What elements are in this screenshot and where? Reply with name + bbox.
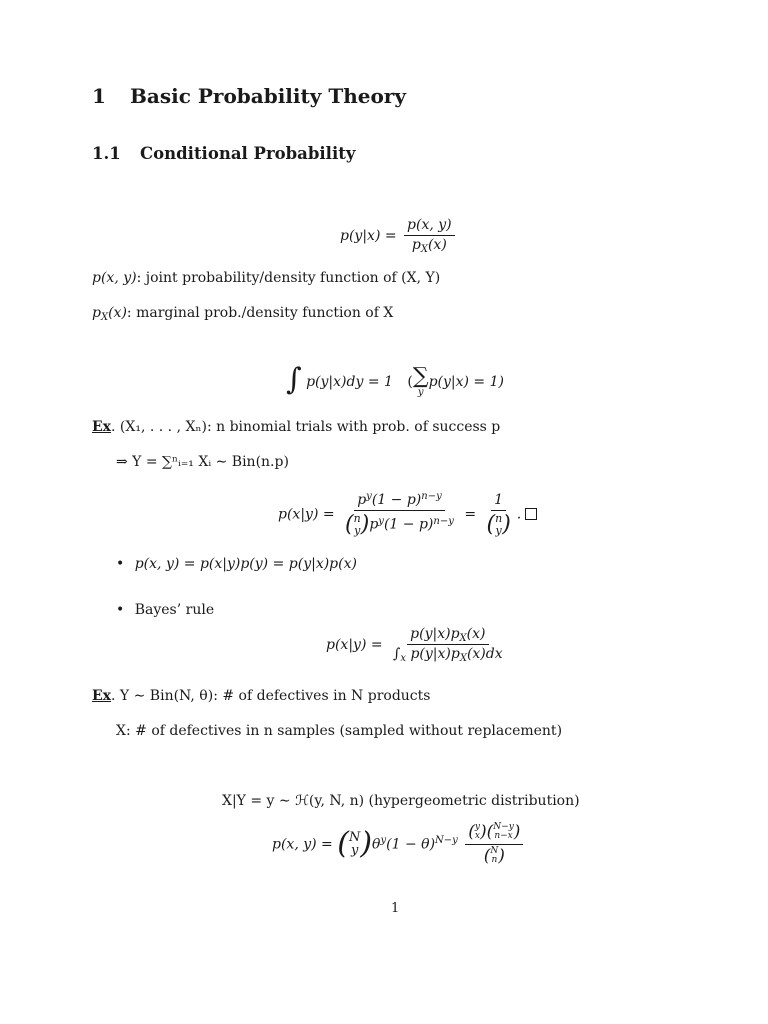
eq6-num-binom-1: ( y x ) bbox=[468, 821, 487, 842]
bullet-dot-icon: • bbox=[116, 602, 125, 618]
def-marginal-sub: X bbox=[100, 312, 109, 323]
eq4-den-int-sub: x bbox=[400, 653, 406, 665]
eq1-denominator bbox=[409, 236, 450, 256]
eq3-end: . bbox=[516, 506, 522, 523]
eq1-den-tail: (x) bbox=[427, 237, 447, 254]
eq6-nb1-top: y bbox=[474, 822, 480, 832]
eq6-nb2-bot: n−x bbox=[494, 831, 513, 842]
equation-joint-pmf bbox=[272, 823, 526, 866]
eq6-db-top: N bbox=[490, 845, 499, 856]
eq3-fraction-2 bbox=[484, 493, 514, 536]
eq3-den-binom-top: n bbox=[353, 512, 361, 526]
eq4-num-sub: X bbox=[459, 633, 467, 644]
subsection-number: 1.1 bbox=[92, 144, 121, 163]
eq6-numerator bbox=[465, 823, 523, 845]
ex2-line2 bbox=[116, 723, 562, 739]
eq3-den-a-sup: y bbox=[378, 515, 384, 527]
eq2-sum-body: p(y|x) = 1) bbox=[428, 374, 504, 390]
eq6-theta: θ bbox=[372, 836, 381, 853]
eq1-den-p: p bbox=[411, 237, 421, 254]
sum-sign: ∑ y bbox=[412, 364, 429, 398]
eq6-binom-1: ( N y ) bbox=[337, 826, 373, 862]
eq3-num-a-sup: y bbox=[366, 491, 372, 502]
equation-normalization bbox=[286, 362, 504, 398]
bullet-dot-icon: • bbox=[116, 556, 125, 572]
eq5-text: X|Y = y ∼ ℋ(y, N, n) (hypergeometric distribution) bbox=[222, 793, 580, 809]
section-number: 1 bbox=[92, 84, 106, 108]
subsection-heading bbox=[92, 144, 355, 163]
eq4-fraction bbox=[390, 627, 506, 663]
eq3-fraction bbox=[342, 493, 457, 536]
eq6-b1-top: N bbox=[348, 829, 361, 845]
eq1-lhs: p(y|x) = bbox=[340, 227, 397, 244]
eq4-denominator bbox=[390, 645, 506, 665]
ex2-line2-text: X: # of defectives in n samples (sampled without replacement) bbox=[116, 723, 563, 739]
ex1-text: . (X₁, . . . , Xₙ): n binomial trials with prob. of success p bbox=[111, 419, 501, 435]
bullet-item-1 bbox=[116, 556, 357, 572]
eq6-num-binom-2: ( N−y n−x ) bbox=[486, 821, 521, 842]
ex1-label: Ex bbox=[92, 419, 112, 435]
eq6-mid: (1 − θ) bbox=[386, 836, 436, 853]
eq3-denominator bbox=[342, 511, 457, 536]
ex2-label: Ex bbox=[92, 688, 112, 704]
eq3-numerator bbox=[354, 493, 445, 511]
equation-bayes bbox=[326, 627, 509, 663]
def-marginal-tail: (x) bbox=[108, 305, 127, 321]
qed-square-icon bbox=[525, 508, 537, 520]
eq2-open: ( bbox=[407, 374, 413, 390]
example-1 bbox=[92, 419, 500, 435]
eq6-theta-sup: y bbox=[380, 835, 387, 847]
eq6-nb1-bot: x bbox=[474, 831, 480, 842]
eq3-den-binom-bot: y bbox=[354, 523, 361, 537]
equation-binomial-conditional bbox=[278, 493, 537, 536]
eq3-den-binom: ( n y ) bbox=[345, 511, 370, 537]
eq4-den-tail: (x)dx bbox=[466, 646, 503, 663]
eq1-fraction bbox=[404, 218, 455, 254]
eq6-fraction bbox=[465, 823, 523, 866]
eq4-lhs: p(x|y) = bbox=[326, 636, 383, 653]
eq6-lhs: p(x, y) = bbox=[272, 836, 333, 853]
eq3-den-b-sup: n−y bbox=[433, 515, 454, 527]
eq6-mid-sup: N−y bbox=[435, 835, 458, 847]
eq3-den-a: p bbox=[369, 516, 379, 533]
eq1-den-sub: X bbox=[420, 244, 428, 256]
eq6-nb2-top: N−y bbox=[493, 822, 514, 832]
bullet-item-2 bbox=[116, 602, 214, 618]
def-joint-text: : joint probability/density function of (X, Y) bbox=[136, 270, 441, 286]
eq3-num-b: (1 − p) bbox=[371, 492, 422, 508]
eq4-num: p(y|x)p bbox=[410, 626, 460, 642]
def-marginal bbox=[92, 305, 393, 321]
eq4-den-int: ∫ bbox=[393, 646, 401, 663]
eq2-integrand: p(y|x)dy = 1 bbox=[306, 374, 393, 390]
example-2 bbox=[92, 688, 430, 704]
def-joint-symbol: p(x, y) bbox=[92, 270, 137, 286]
eq3-num-a: p bbox=[357, 492, 367, 508]
eq6-den-binom: ( N n ) bbox=[483, 845, 505, 866]
eq6-denominator bbox=[481, 845, 508, 866]
ex2-text: . Y ∼ Bin(N, θ): # of defectives in N products bbox=[111, 688, 431, 704]
eq4-den-sub2: X bbox=[459, 653, 467, 665]
equation-conditional bbox=[340, 218, 458, 254]
ex1-implies-text: ⇒ Y = ∑ⁿᵢ₌₁ Xᵢ ∼ Bin(n.p) bbox=[116, 454, 289, 470]
eq3-den-b: (1 − p) bbox=[383, 516, 434, 533]
eq4-num-tail: (x) bbox=[466, 626, 486, 642]
eq2-sum-limit: y bbox=[417, 387, 424, 398]
section-title: Basic Probability Theory bbox=[130, 84, 406, 108]
bullet2-text: Bayes’ rule bbox=[134, 602, 215, 618]
eq1-numerator: p(x, y) bbox=[404, 218, 455, 236]
def-joint bbox=[92, 270, 440, 286]
eq3-lhs: p(x|y) = bbox=[278, 506, 335, 523]
eq4-den: p(y|x)p bbox=[410, 646, 460, 663]
integral-sign: ∫ bbox=[286, 362, 302, 397]
page-number: 1 bbox=[391, 901, 400, 916]
eq3-den2 bbox=[484, 511, 514, 536]
equation-hypergeometric bbox=[222, 793, 580, 809]
subsection-title: Conditional Probability bbox=[140, 144, 356, 163]
eq3-num-b-sup: n−y bbox=[421, 491, 442, 502]
def-marginal-symbol: p bbox=[92, 305, 101, 321]
bullet1-text: p(x, y) = p(x|y)p(y) = p(y|x)p(x) bbox=[134, 556, 357, 572]
eq3-den2-binom: ( n y ) bbox=[486, 511, 511, 537]
ex1-implies bbox=[116, 454, 289, 470]
eq3-equals: = bbox=[464, 506, 477, 523]
eq3-den2-binom-top: n bbox=[495, 512, 503, 526]
eq3-den2-binom-bot: y bbox=[495, 523, 502, 537]
eq6-b1-bot: y bbox=[350, 843, 359, 859]
eq4-numerator bbox=[407, 627, 488, 645]
eq6-db-bot: n bbox=[491, 855, 498, 866]
def-marginal-text: : marginal prob./density function of X bbox=[126, 305, 394, 321]
eq3-num2: 1 bbox=[491, 493, 506, 511]
section-heading bbox=[92, 84, 406, 108]
